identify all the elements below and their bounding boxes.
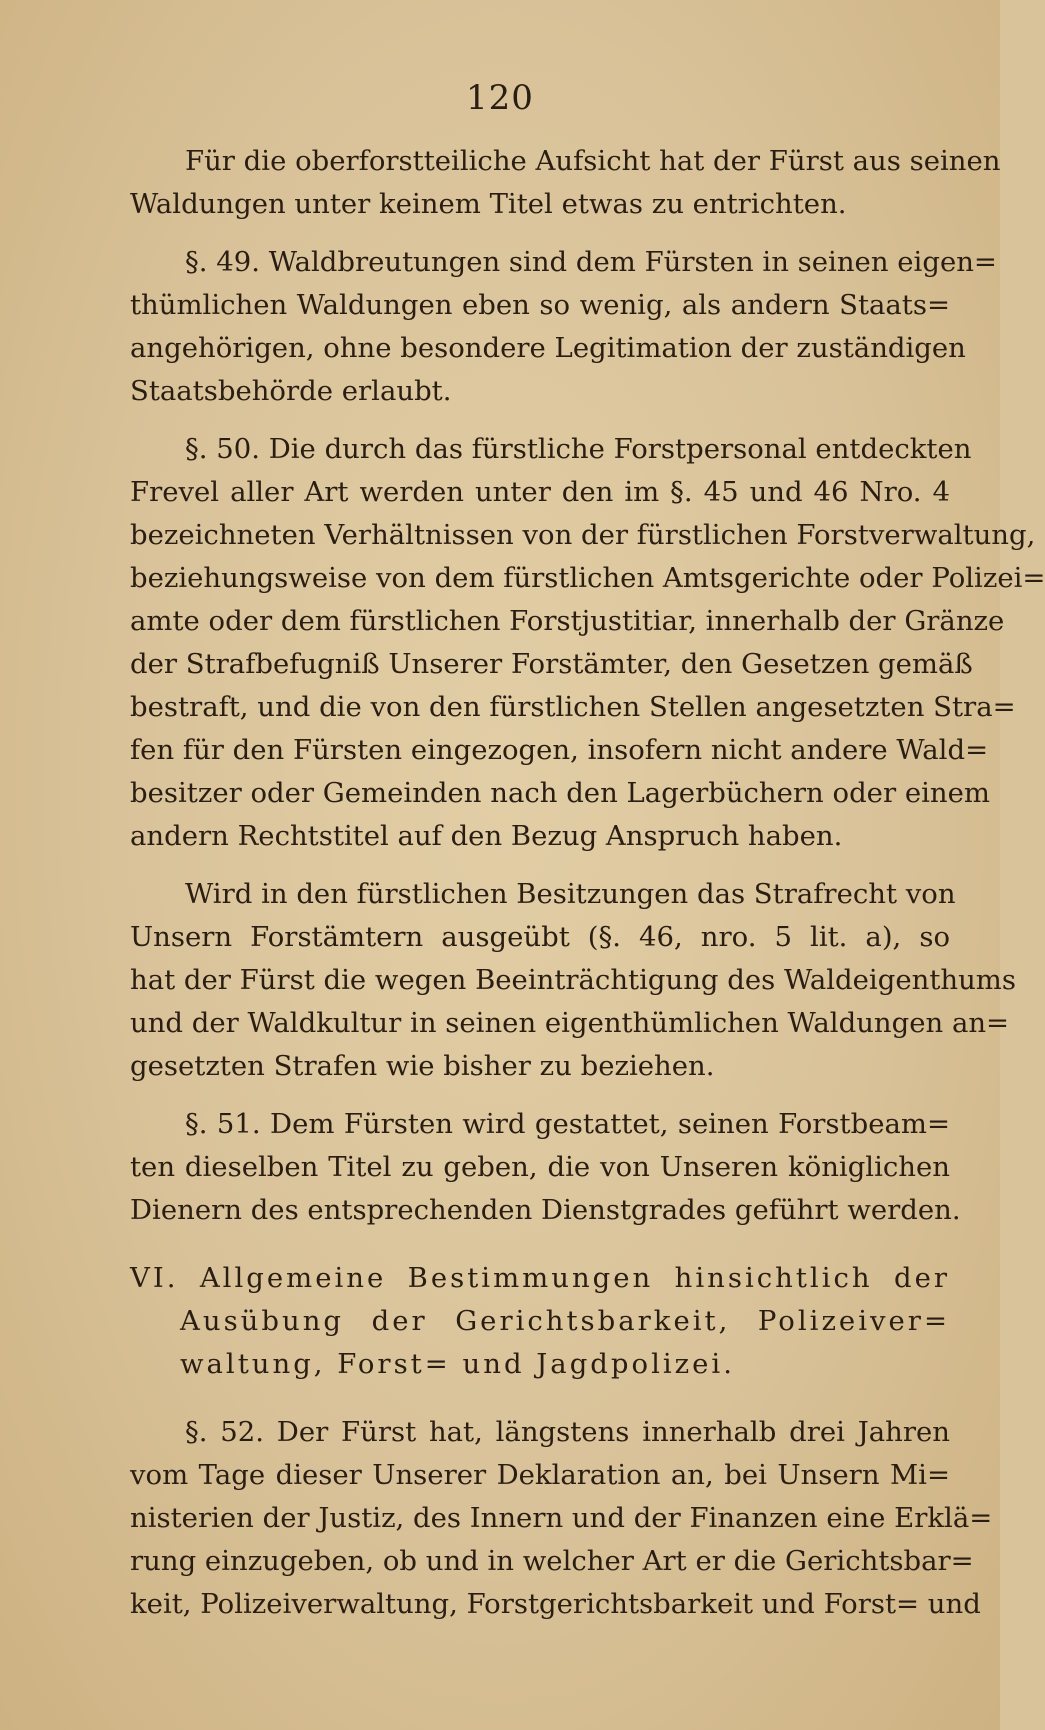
text-line: Wird in den fürstlichen Besitzungen das Strafrecht von [185, 878, 956, 910]
page-number: 120 [466, 78, 534, 118]
text-line: rung einzugeben, ob und in welcher Art er die Gerichtsbar= [130, 1545, 974, 1577]
text-line: der Strafbefugniß Unserer Forstämter, den Gesetzen gemäß [130, 648, 973, 680]
paragraph-section-50 [130, 428, 1045, 858]
text-line: ten dieselben Titel zu geben, die von Unseren königlichen [130, 1151, 950, 1183]
text-line: Frevel aller Art werden unter den im §. 45 und 46 Nro. 4 [130, 476, 950, 508]
text-line: Unsern Forstämtern ausgeübt (§. 46, nro. 5 lit. a), so [130, 921, 950, 953]
text-line: §. 52. Der Fürst hat, längstens innerhalb drei Jahren [185, 1416, 950, 1448]
paragraph-section-49 [130, 241, 997, 413]
text-line: andern Rechtstitel auf den Bezug Anspruch haben. [130, 820, 843, 852]
text-line: bestraft, und die von den fürstlichen Stellen angesetzten Stra= [130, 691, 1016, 723]
heading-line: Ausübung der Gerichtsbarkeit, Polizeiver= [180, 1305, 950, 1337]
text-line: §. 51. Dem Fürsten wird gestattet, seinen Forstbeam= [185, 1108, 950, 1140]
paragraph-strafrecht [130, 873, 1016, 1088]
text-line: §. 50. Die durch das fürstliche Forstpersonal entdeckten [185, 433, 972, 465]
text-line: bezeichneten Verhältnissen von der fürstlichen Forstverwaltung, [130, 519, 1036, 551]
heading-line: waltung, Forst= und Jagdpolizei. [180, 1348, 735, 1380]
text-line: Für die oberforstteiliche Aufsicht hat der Fürst aus seinen [185, 145, 1001, 177]
text-line: vom Tage dieser Unserer Deklaration an, bei Unsern Mi= [130, 1459, 950, 1491]
text-line: Dienern des entsprechenden Dienstgrades geführt werden. [130, 1194, 961, 1226]
text-line: amte oder dem fürstlichen Forstjustitiar, innerhalb der Gränze [130, 605, 1005, 637]
text-line: Staatsbehörde erlaubt. [130, 375, 452, 407]
paragraph-section-51 [130, 1103, 961, 1232]
paragraph-1 [130, 140, 1001, 226]
text-line: besitzer oder Gemeinden nach den Lagerbüchern oder einem [130, 777, 990, 809]
body-text [130, 140, 1045, 1626]
text-line: thümlichen Waldungen eben so wenig, als andern Staats= [130, 289, 950, 321]
text-line: Waldungen unter keinem Titel etwas zu entrichten. [130, 188, 847, 220]
text-line: beziehungsweise von dem fürstlichen Amtsgerichte oder Polizei= [130, 562, 1045, 594]
text-line: gesetzten Strafen wie bisher zu beziehen. [130, 1050, 715, 1082]
text-line: §. 49. Waldbreutungen sind dem Fürsten in seinen eigen= [185, 246, 997, 278]
text-line: hat der Fürst die wegen Beeinträchtigung des Waldeigenthums [130, 964, 1016, 996]
text-line: nisterien der Justiz, des Innern und der Finanzen eine Erklä= [130, 1502, 993, 1534]
text-line: keit, Polizeiverwaltung, Forstgerichtsbarkeit und Forst= und [130, 1588, 981, 1620]
section-heading-vi [130, 1257, 950, 1386]
text-line: angehörigen, ohne besondere Legitimation der zuständigen [130, 332, 966, 364]
text-line: fen für den Fürsten eingezogen, insofern nicht andere Wald= [130, 734, 989, 766]
text-line: und der Waldkultur in seinen eigenthümlichen Waldungen an= [130, 1007, 1010, 1039]
paragraph-section-52 [130, 1411, 993, 1626]
heading-line: VI. Allgemeine Bestimmungen hinsichtlich der [130, 1262, 950, 1294]
